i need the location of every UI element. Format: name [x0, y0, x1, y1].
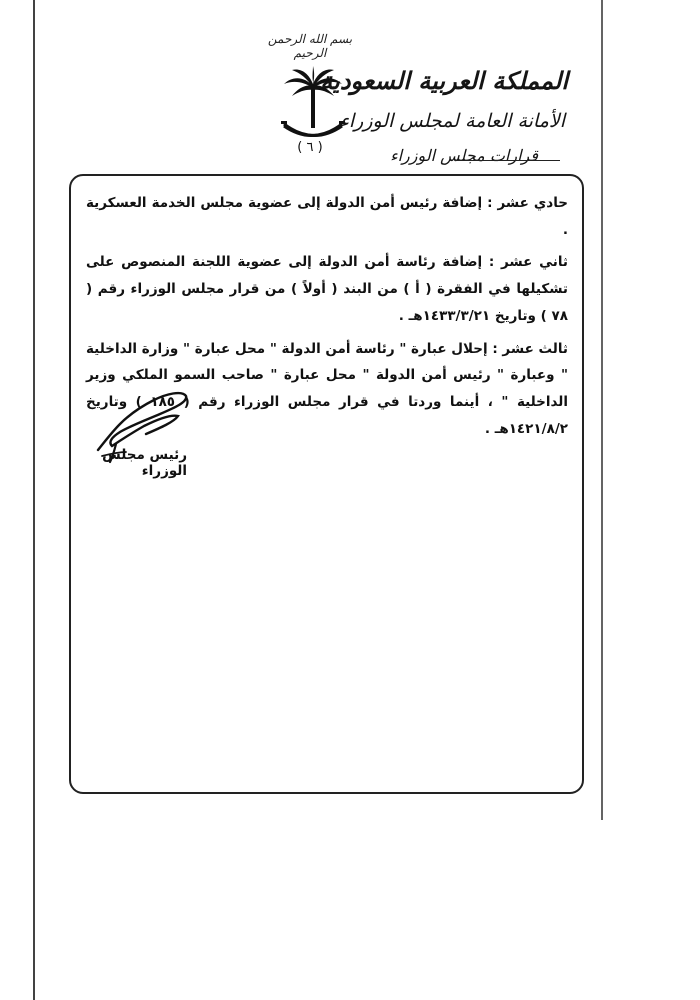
secretariat-title: الأمانة العامة لمجلس الوزراء	[339, 110, 565, 132]
header-rule	[455, 160, 560, 161]
signature-title: رئيس مجلس الوزراء	[102, 447, 187, 479]
clause-eleven: حادي عشر : إضافة رئيس أمن الدولة إلى عضوية مجلس الخدمة العسكرية .	[86, 195, 568, 238]
office-title: قرارات مجلس الوزراء	[390, 146, 538, 165]
kingdom-title: المملكة العربية السعودية	[320, 66, 568, 95]
clause-thirteen: ثالث عشر : إحلال عبارة " رئاسة أمن الدولة " محل عبارة " وزارة الداخلية " وعبارة " رئيس أمن الدولة " محل عبارة " صاحب السمو الملكي وزير الداخلية " ، أينما وردتا في قرار مجلس الوزراء رقم ( ١٨٥ ) وتاريخ ١٤٢١/٨/٢هـ .	[86, 340, 569, 437]
scan-edge-right	[601, 0, 603, 820]
basmala: بسم الله الرحمن الرحيم	[267, 32, 353, 60]
scan-edge-left	[33, 0, 35, 1000]
clause-twelve: ثاني عشر : إضافة رئاسة أمن الدولة إلى عضوية اللجنة المنصوص على تشكيلها في الفقرة ( أ ) من البند ( أولاً ) من قرار مجلس الوزراء رقم ( ٧٨ ) وتاريخ ١٤٣٣/٣/٢١هـ .	[86, 254, 568, 324]
page-number: ( ٦ )	[297, 140, 323, 155]
